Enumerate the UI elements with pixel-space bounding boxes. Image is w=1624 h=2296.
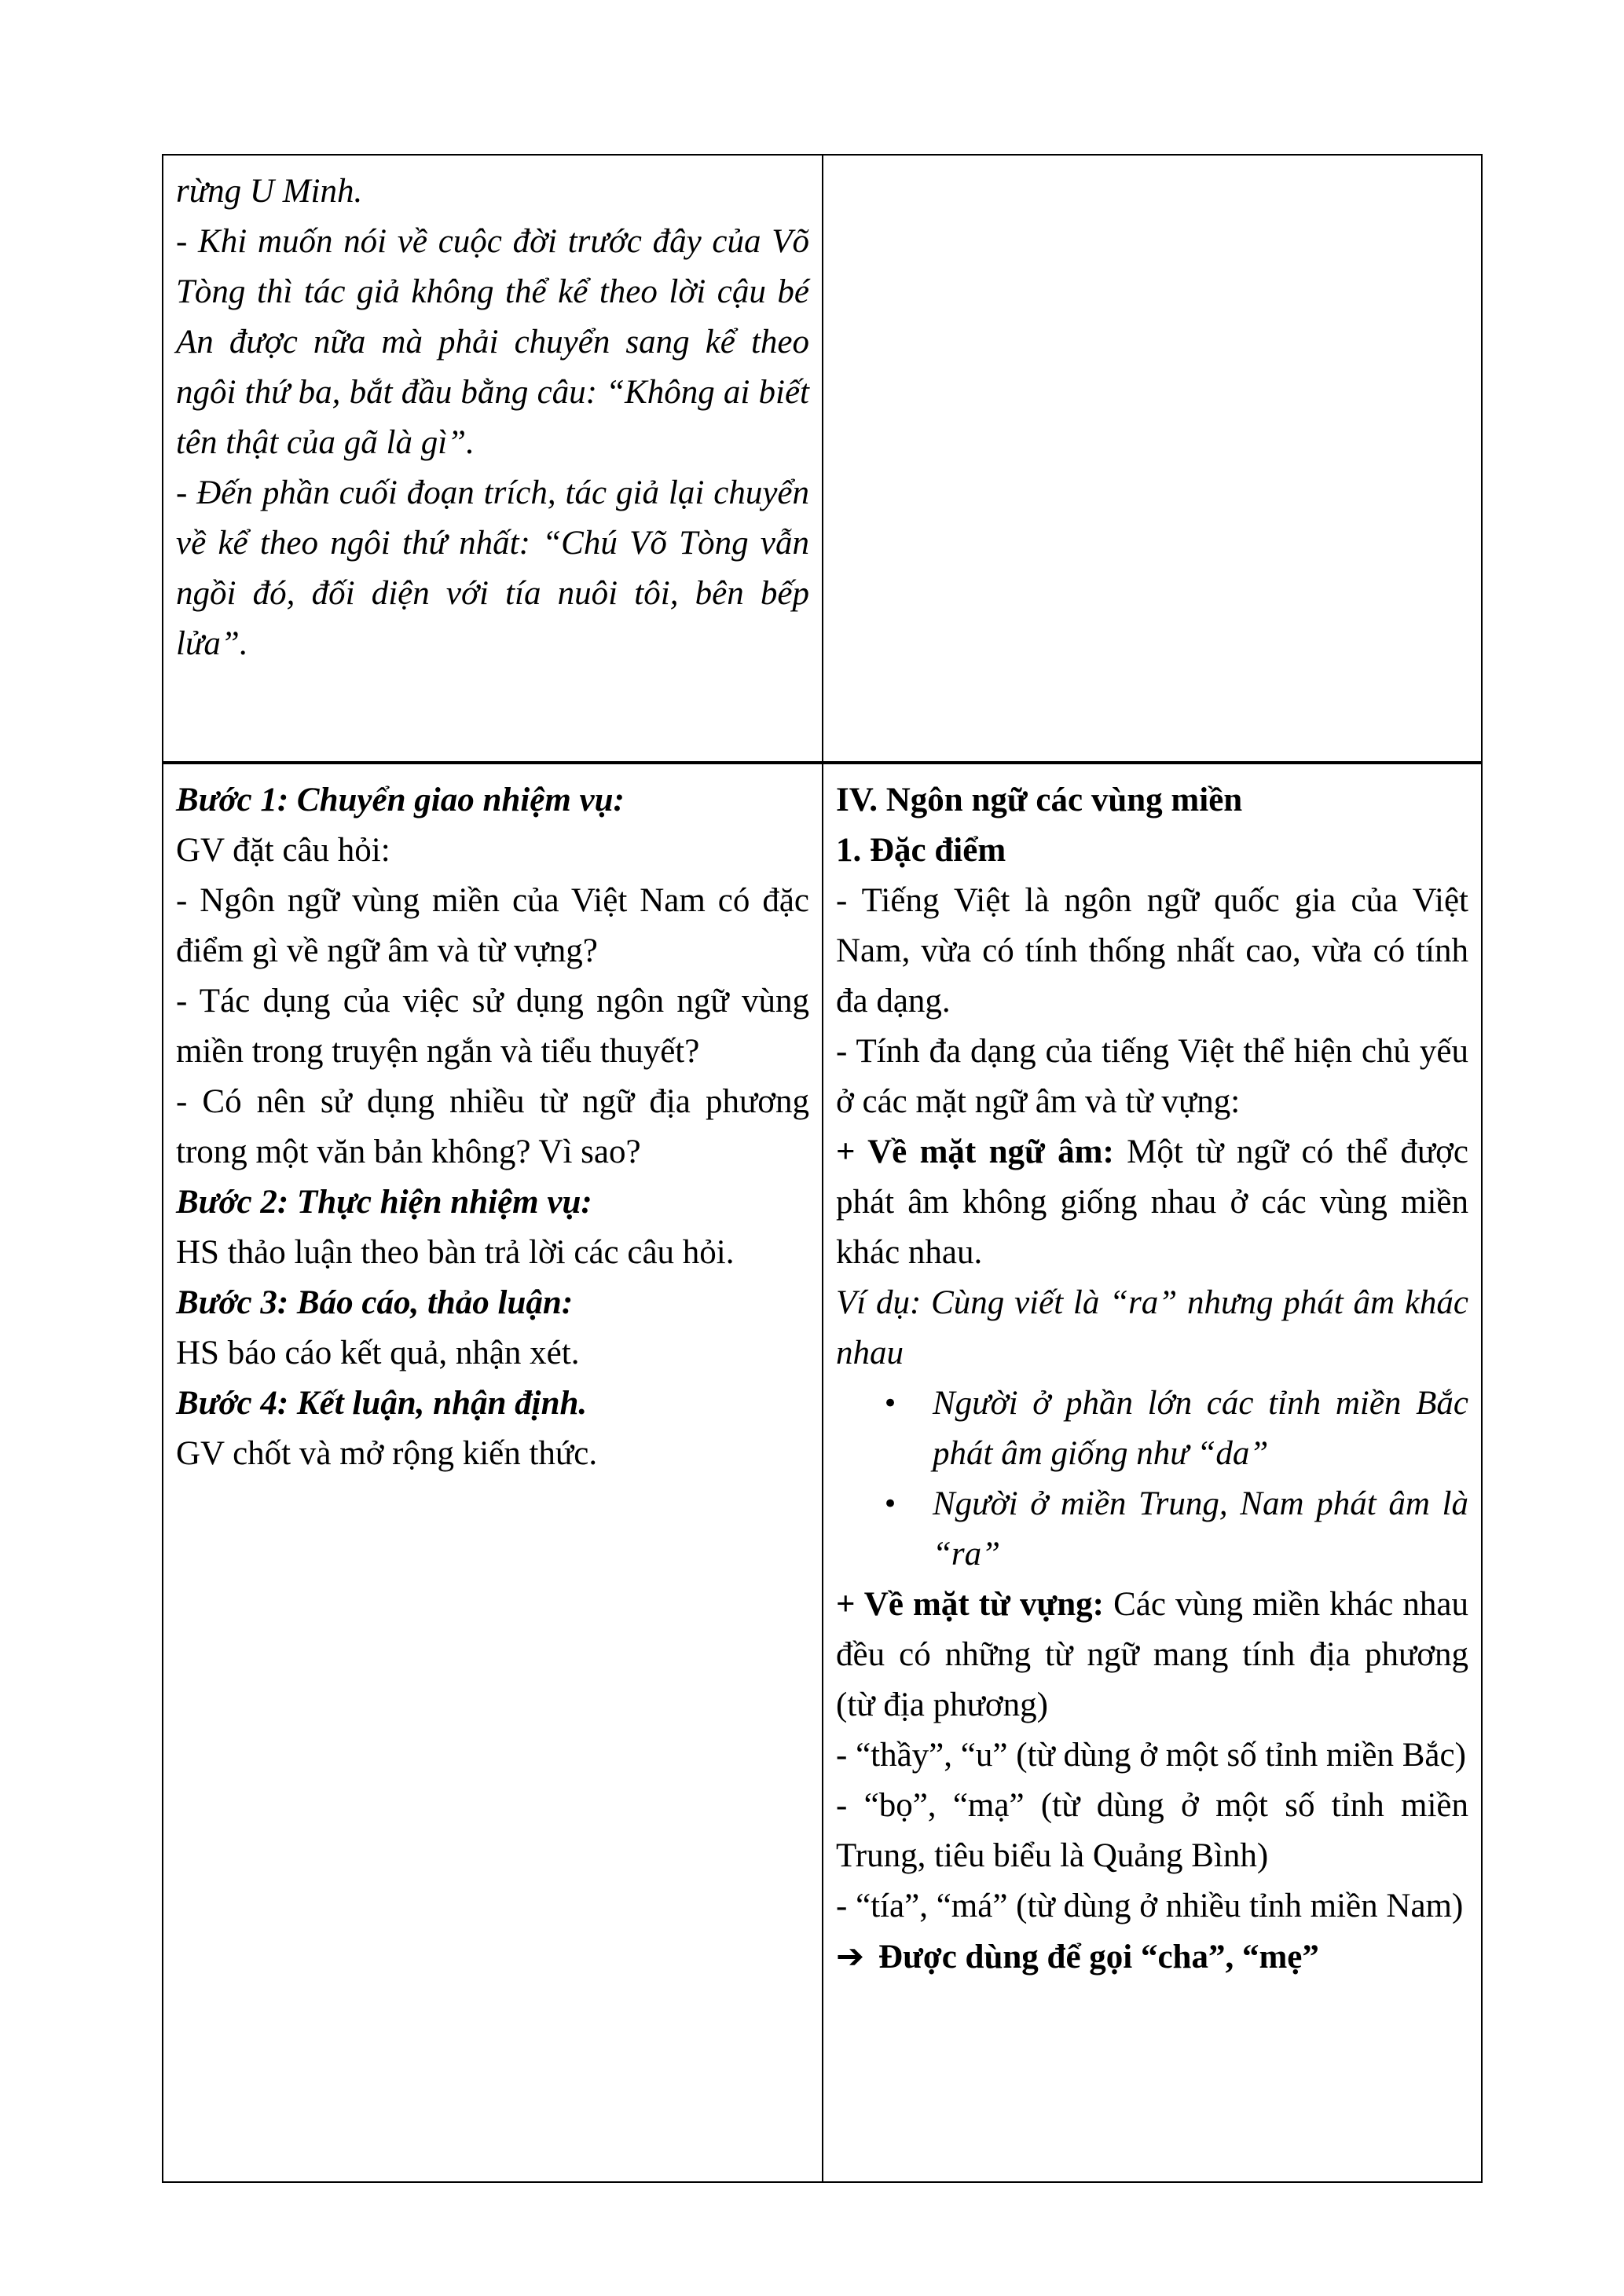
paragraph-narration-shift-2: - Đến phần cuối đoạn trích, tác giả lại chuyển về kể theo ngôi thứ nhất: “Chú Võ Tòng vẫn ngồi đó, đối diện với tía nuôi tôi, bên bếp lửa”. xyxy=(176,474,809,662)
right-arrow-icon: ➔ xyxy=(836,1937,865,1976)
phonetics-text: Một từ ngữ có thể được phát âm không giống nhau ở các vùng miền khác nhau. xyxy=(836,1133,1468,1271)
note-phonetics xyxy=(836,1127,1468,1278)
example-intro: Ví dụ: Cùng viết là “ra” nhưng phát âm khác nhau xyxy=(836,1284,1468,1371)
step-1-title: Bước 1: Chuyển giao nhiệm vụ: xyxy=(176,782,625,818)
section-heading: IV. Ngôn ngữ các vùng miền xyxy=(836,782,1243,818)
bullet-icon: • xyxy=(882,1489,899,1520)
step-4-title: Bước 4: Kết luận, nhận định. xyxy=(176,1385,588,1422)
paragraph-continuation: rừng U Minh. xyxy=(176,173,363,210)
note-unity-diversity: - Tiếng Việt là ngôn ngữ quốc gia của Việt Nam, vừa có tính thống nhất cao, vừa có tính đa dạng. xyxy=(836,882,1468,1020)
bullet-north-pronunciation xyxy=(882,1379,1468,1479)
note-diversity-aspects: - Tính đa dạng của tiếng Việt thể hiện chủ yếu ở các mặt ngữ âm và từ vựng: xyxy=(836,1033,1468,1120)
question-1: - Ngôn ngữ vùng miền của Việt Nam có đặc điểm gì về ngữ âm và từ vựng? xyxy=(176,882,809,969)
conclusion-text: Được dùng để gọi “cha”, “mẹ” xyxy=(878,1939,1319,1976)
subsection-heading: 1. Đặc điểm xyxy=(836,832,1006,869)
question-3: - Có nên sử dụng nhiều từ ngữ địa phương trong một văn bản không? Vì sao? xyxy=(176,1083,809,1170)
step-3-body: HS báo cáo kết quả, nhận xét. xyxy=(176,1335,580,1371)
example-north-words: - “thầy”, “u” (từ dùng ở một số tỉnh miền Bắc) xyxy=(836,1737,1466,1774)
phonetics-label: + Về mặt ngữ âm: xyxy=(836,1133,1114,1170)
note-vocabulary xyxy=(836,1580,1468,1730)
step-4-body: GV chốt và mở rộng kiến thức. xyxy=(176,1435,598,1472)
cell-empty xyxy=(823,156,1481,761)
bullet-text: Người ở miền Trung, Nam phát âm là “ra” xyxy=(933,1485,1468,1573)
table-row-language-regions xyxy=(163,764,1481,2181)
example-south-words: - “tía”, “má” (từ dùng ở nhiều tỉnh miền Nam) xyxy=(836,1888,1464,1924)
example-central-words: - “bọ”, “mạ” (từ dùng ở một số tỉnh miền Trung, tiêu biểu là Quảng Bình) xyxy=(836,1787,1468,1874)
step-2-title: Bước 2: Thực hiện nhiệm vụ: xyxy=(176,1184,592,1221)
question-2: - Tác dụng của việc sử dụng ngôn ngữ vùng miền trong truyện ngắn và tiểu thuyết? xyxy=(176,983,809,1070)
step-3-title: Bước 3: Báo cáo, thảo luận: xyxy=(176,1284,574,1321)
bullet-icon: • xyxy=(882,1388,899,1419)
table-row-activity-continued xyxy=(163,156,1481,764)
paragraph-narration-shift-1: - Khi muốn nói về cuộc đời trước đây của Võ Tòng thì tác giả không thể kể theo lời cậu bé An được nữa mà phải chuyển sang kể theo ngôi thứ ba, bắt đầu bằng câu: “Không ai biết tên thật của gã là gì”. xyxy=(176,223,809,461)
vocabulary-text: Các vùng miền khác nhau đều có những từ ngữ mang tính địa phương (từ địa phương) xyxy=(836,1586,1468,1723)
vocabulary-label: + Về mặt từ vựng: xyxy=(836,1586,1104,1623)
cell-activity-steps xyxy=(163,764,823,2181)
bullet-text: Người ở phần lớn các tỉnh miền Bắc phát âm giống như “da” xyxy=(933,1385,1468,1472)
cell-activity-continued xyxy=(163,156,823,761)
bullet-central-south-pronunciation xyxy=(882,1479,1468,1580)
lesson-plan-table xyxy=(162,154,1483,2183)
cell-content-notes xyxy=(823,764,1481,2181)
step-1-intro: GV đặt câu hỏi: xyxy=(176,832,390,869)
conclusion-line xyxy=(836,1932,1468,1983)
step-2-body: HS thảo luận theo bàn trả lời các câu hỏi. xyxy=(176,1234,735,1271)
